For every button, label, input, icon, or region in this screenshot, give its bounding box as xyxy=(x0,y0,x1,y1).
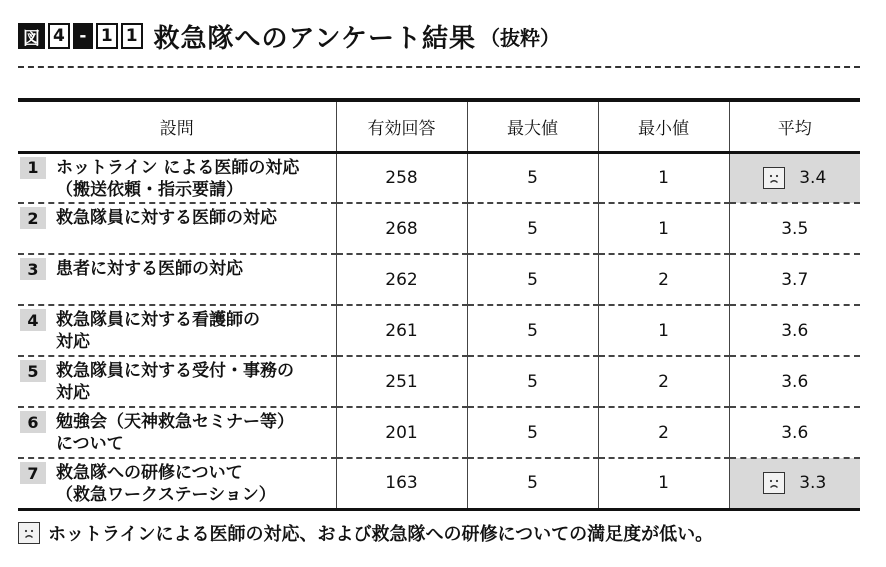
question-number: 1 xyxy=(20,157,46,179)
figure-title: 救急隊へのアンケート結果 xyxy=(153,23,476,54)
question-line: （搬送依頼・指示要請） xyxy=(56,179,243,200)
average-cell xyxy=(729,203,860,254)
average-value: 3.6 xyxy=(781,422,809,443)
question-line: 対応 xyxy=(56,332,90,352)
table-row xyxy=(18,356,860,407)
question-cell xyxy=(18,203,336,254)
min-cell: 1 xyxy=(598,152,729,203)
question-text xyxy=(56,207,277,229)
table-row xyxy=(18,254,860,305)
question-number: 4 xyxy=(20,309,46,331)
average-value: 3.7 xyxy=(781,269,809,290)
average-value: 3.6 xyxy=(781,371,809,392)
question-line: 救急隊員に対する看護師の xyxy=(56,310,260,330)
max-cell: 5 xyxy=(467,407,598,458)
average-cell xyxy=(729,152,860,203)
average-cell xyxy=(729,305,860,356)
question-line: 勉強会（天神救急セミナー等） xyxy=(56,412,294,432)
question-text xyxy=(56,462,276,506)
figure-number-box-1: 1 xyxy=(96,23,118,49)
question-text xyxy=(56,411,294,455)
figure-label-box: 図 xyxy=(18,23,45,49)
table-row xyxy=(18,458,860,509)
valid-responses-cell: 251 xyxy=(336,356,467,407)
question-number: 6 xyxy=(20,411,46,433)
valid-responses-cell: 163 xyxy=(336,458,467,509)
table-row xyxy=(18,203,860,254)
header-valid-responses: 有効回答 xyxy=(336,100,467,152)
average-cell xyxy=(729,356,860,407)
valid-responses-cell: 268 xyxy=(336,203,467,254)
figure-chapter-box: 4 xyxy=(48,23,70,49)
table-row xyxy=(18,407,860,458)
question-cell xyxy=(18,152,336,203)
average-value: 3.5 xyxy=(781,218,809,239)
footnote-text: ホットラインによる医師の対応、および救急隊への研修についての満足度が低い。 xyxy=(48,524,714,545)
figure-dash-box: - xyxy=(73,23,93,49)
question-line: 救急隊への研修について xyxy=(56,463,243,483)
question-text xyxy=(56,157,299,201)
valid-responses-cell: 262 xyxy=(336,254,467,305)
average-cell xyxy=(729,407,860,458)
frown-face-icon xyxy=(763,472,785,494)
question-line: 対応 xyxy=(56,383,90,403)
question-line: 患者に対する医師の対応 xyxy=(56,259,243,279)
header-question: 設問 xyxy=(18,100,336,152)
question-number: 5 xyxy=(20,360,46,382)
figure-title-suffix: （抜粋） xyxy=(479,25,560,50)
average-cell xyxy=(729,254,860,305)
min-cell: 1 xyxy=(598,458,729,509)
min-cell: 2 xyxy=(598,254,729,305)
max-cell: 5 xyxy=(467,356,598,407)
question-cell xyxy=(18,305,336,356)
survey-results-table xyxy=(18,98,860,511)
footnote xyxy=(18,520,713,546)
question-line: （救急ワークステーション） xyxy=(56,485,276,505)
min-cell: 2 xyxy=(598,407,729,458)
header-min: 最小値 xyxy=(598,100,729,152)
question-cell xyxy=(18,458,336,509)
question-number: 7 xyxy=(20,462,46,484)
average-cell xyxy=(729,458,860,509)
min-cell: 2 xyxy=(598,356,729,407)
max-cell: 5 xyxy=(467,203,598,254)
header-max: 最大値 xyxy=(467,100,598,152)
table-row xyxy=(18,305,860,356)
figure-number-box-2: 1 xyxy=(121,23,143,49)
frown-face-icon xyxy=(18,522,40,544)
question-text xyxy=(56,360,294,404)
average-value: 3.4 xyxy=(799,167,827,188)
figure-header xyxy=(18,16,560,56)
question-number: 3 xyxy=(20,258,46,280)
question-line: について xyxy=(56,434,124,454)
max-cell: 5 xyxy=(467,152,598,203)
average-value: 3.3 xyxy=(799,473,827,494)
question-line: 救急隊員に対する受付・事務の xyxy=(56,361,294,381)
table-row xyxy=(18,152,860,203)
max-cell: 5 xyxy=(467,254,598,305)
question-cell xyxy=(18,407,336,458)
question-cell xyxy=(18,356,336,407)
valid-responses-cell: 261 xyxy=(336,305,467,356)
valid-responses-cell: 201 xyxy=(336,407,467,458)
question-line: ホットライン による医師の対応 xyxy=(56,157,300,178)
question-text xyxy=(56,258,243,280)
min-cell: 1 xyxy=(598,203,729,254)
frown-face-icon xyxy=(763,167,785,189)
question-cell xyxy=(18,254,336,305)
max-cell: 5 xyxy=(467,305,598,356)
question-number: 2 xyxy=(20,207,46,229)
table-body xyxy=(18,152,860,509)
header-average: 平均 xyxy=(729,100,860,152)
header-divider xyxy=(18,66,860,68)
valid-responses-cell: 258 xyxy=(336,152,467,203)
average-value: 3.6 xyxy=(781,320,809,341)
question-text xyxy=(56,309,260,353)
table-header-row xyxy=(18,100,860,152)
min-cell: 1 xyxy=(598,305,729,356)
question-line: 救急隊員に対する医師の対応 xyxy=(56,208,277,228)
max-cell: 5 xyxy=(467,458,598,509)
